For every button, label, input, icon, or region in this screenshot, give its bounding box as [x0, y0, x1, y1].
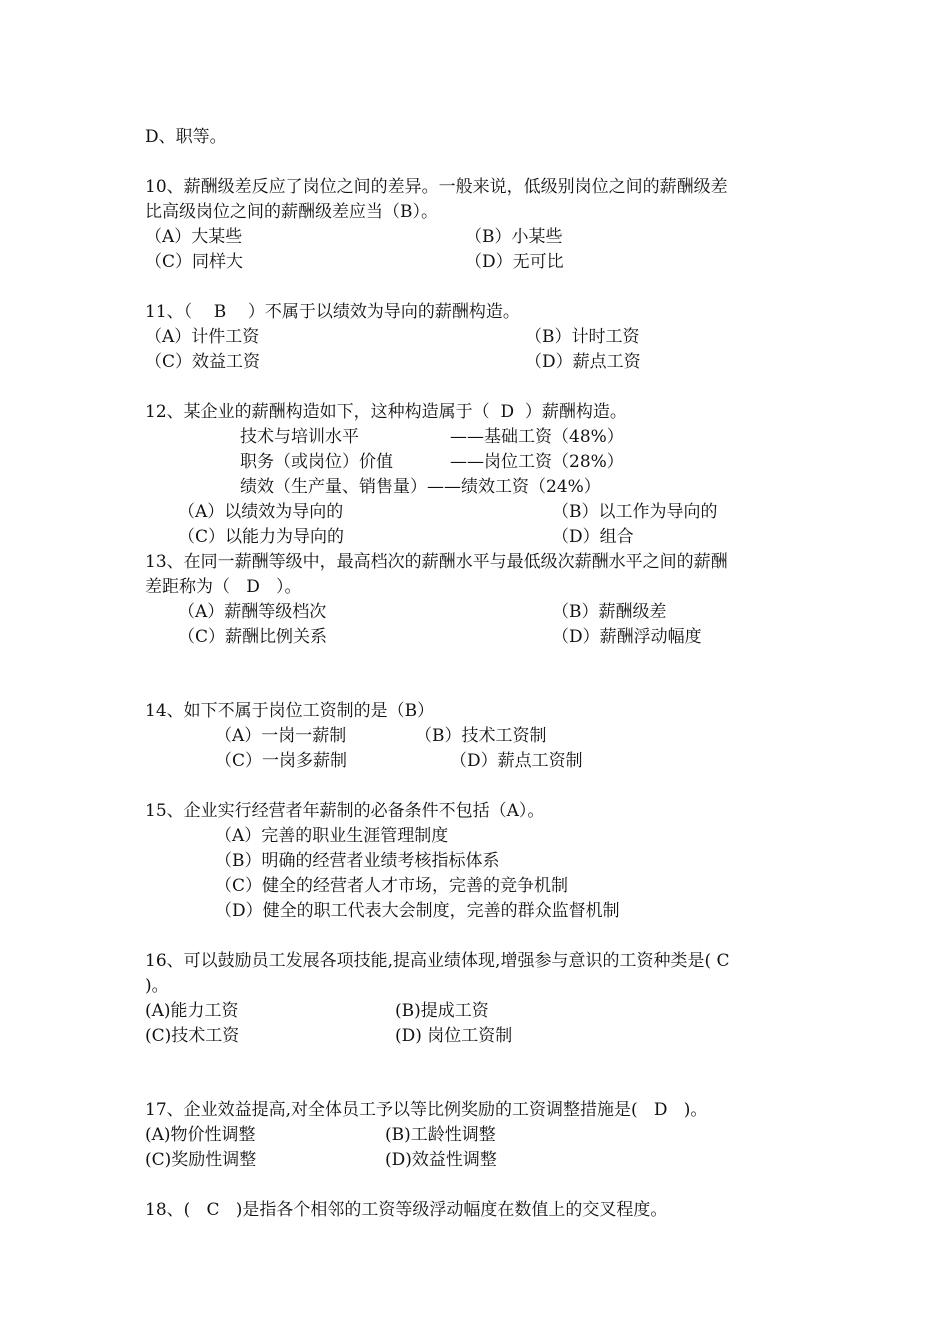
- q14-stem: 14、如下不属于岗位工资制的是（B）: [145, 701, 435, 721]
- q16-option-b: (B)提成工资: [395, 1001, 489, 1021]
- q17-stem: 17、企业效益提高,对全体员工予以等比例奖励的工资调整措施是( D )。: [145, 1100, 708, 1120]
- q12-structure-2-left: 职务（或岗位）价值: [240, 452, 393, 472]
- q12-stem: 12、某企业的薪酬构造如下，这种构造属于（ D ）薪酬构造。: [145, 402, 627, 422]
- q10-option-c: （C）同样大: [145, 252, 244, 272]
- q17-option-a: (A)物价性调整: [145, 1125, 256, 1145]
- q13-option-d: （D）薪酬浮动幅度: [552, 627, 702, 647]
- q14-option-a: （A）一岗一薪制: [215, 726, 347, 746]
- q9-tail-option: D、职等。: [145, 127, 227, 147]
- q16-stem-line1: 16、可以鼓励员工发展各项技能,提高业绩体现,增强参与意识的工资种类是( C: [145, 951, 730, 971]
- q12-option-d: （D）组合: [552, 527, 634, 547]
- q17-option-b: (B)工龄性调整: [385, 1125, 496, 1145]
- q16-option-c: (C)技术工资: [145, 1026, 240, 1046]
- q10-option-b: （B）小某些: [465, 227, 563, 247]
- q12-option-a: （A）以绩效为导向的: [178, 502, 344, 522]
- q11-option-c: （C）效益工资: [145, 352, 261, 372]
- q12-structure-3: 绩效（生产量、销售量）——绩效工资（24%）: [240, 477, 601, 497]
- q18-stem: 18、( C )是指各个相邻的工资等级浮动幅度在数值上的交叉程度。: [145, 1200, 668, 1220]
- q11-option-a: （A）计件工资: [145, 327, 260, 347]
- q10-stem-line2: 比高级岗位之间的薪酬级差应当（B）。: [145, 202, 438, 222]
- q12-option-c: （C）以能力为导向的: [178, 527, 345, 547]
- q16-option-a: (A)能力工资: [145, 1001, 239, 1021]
- q10-stem-line1: 10、薪酬级差反应了岗位之间的差异。一般来说，低级别岗位之间的薪酬级差: [145, 177, 728, 197]
- q12-structure-1-right: ——基础工资（48%）: [450, 427, 624, 447]
- q15-option-c: （C）健全的经营者人才市场，完善的竞争机制: [215, 876, 569, 896]
- q16-stem-line2: )。: [145, 976, 169, 996]
- q10-option-a: （A）大某些: [145, 227, 243, 247]
- q12-option-b: （B）以工作为导向的: [552, 502, 718, 522]
- q12-structure-2-right: ——岗位工资（28%）: [450, 452, 624, 472]
- q15-stem: 15、企业实行经营者年薪制的必备条件不包括（A）。: [145, 801, 545, 821]
- q13-stem-line1: 13、在同一薪酬等级中，最高档次的薪酬水平与最低级次薪酬水平之间的薪酬: [145, 552, 728, 572]
- q17-option-c: (C)奖励性调整: [145, 1150, 257, 1170]
- q13-option-a: （A）薪酬等级档次: [178, 602, 327, 622]
- q15-option-b: （B）明确的经营者业绩考核指标体系: [215, 851, 500, 871]
- q15-option-d: （D）健全的职工代表大会制度，完善的群众监督机制: [215, 901, 620, 921]
- q16-option-d: (D) 岗位工资制: [395, 1026, 513, 1046]
- q15-option-a: （A）完善的职业生涯管理制度: [215, 826, 449, 846]
- q13-stem-line2: 差距称为（ D ）。: [145, 577, 302, 597]
- q12-structure-1-left: 技术与培训水平: [240, 427, 359, 447]
- q14-option-c: （C）一岗多薪制: [215, 751, 348, 771]
- q13-option-c: （C）薪酬比例关系: [178, 627, 328, 647]
- q11-stem: 11、（ B ）不属于以绩效为导向的薪酬构造。: [145, 302, 520, 322]
- q11-option-b: （B）计时工资: [525, 327, 640, 347]
- q11-option-d: （D）薪点工资: [525, 352, 641, 372]
- q10-option-d: （D）无可比: [465, 252, 564, 272]
- q13-option-b: （B）薪酬级差: [552, 602, 667, 622]
- q17-option-d: (D)效益性调整: [385, 1150, 497, 1170]
- q14-option-d: （D）薪点工资制: [450, 751, 583, 771]
- q14-option-b: （B）技术工资制: [415, 726, 547, 746]
